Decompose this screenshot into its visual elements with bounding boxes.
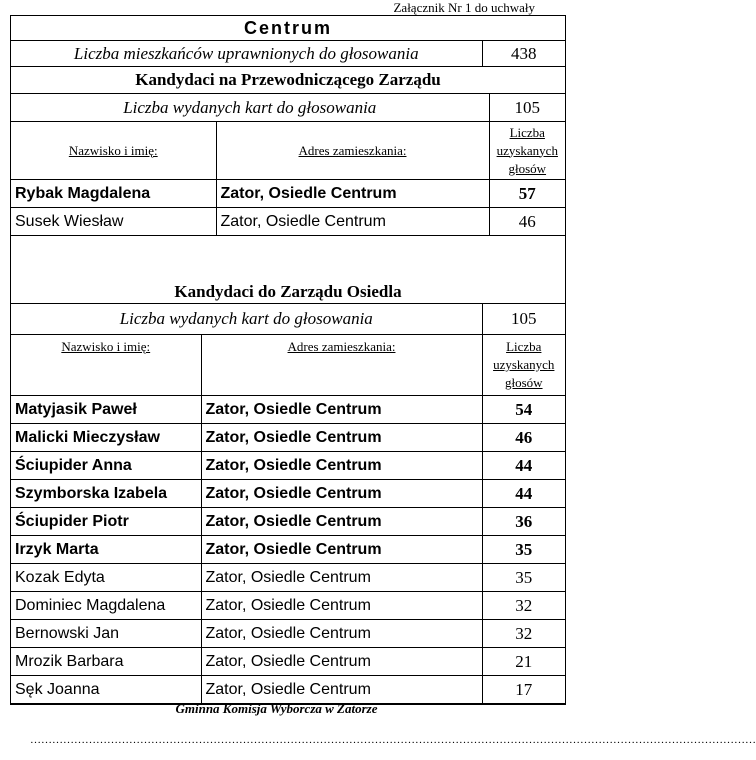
candidate-name: Ściupider Piotr xyxy=(11,508,201,536)
candidate-name: Rybak Magdalena xyxy=(11,180,216,208)
chair-col-address: Adres zamieszkania: xyxy=(216,122,489,180)
candidate-votes: 21 xyxy=(482,648,565,676)
board-table xyxy=(11,281,565,704)
chair-results xyxy=(11,94,565,236)
table-row xyxy=(11,676,565,704)
chair-cards-value: 105 xyxy=(489,94,565,122)
candidate-name: Malicki Mieczysław xyxy=(11,424,201,452)
table-row xyxy=(11,208,565,236)
section-spacer xyxy=(11,236,565,281)
candidate-votes: 32 xyxy=(482,620,565,648)
commission-footer: Gminna Komisja Wyborcza w Zatorze xyxy=(175,701,378,716)
candidate-address: Zator, Osiedle Centrum xyxy=(201,676,482,704)
chair-col-name: Nazwisko i imię: xyxy=(11,122,216,180)
candidate-votes: 46 xyxy=(482,424,565,452)
board-title: Kandydaci do Zarządu Osiedla xyxy=(11,281,565,304)
eligible-label: Liczba mieszkańców uprawnionych do głosowania xyxy=(11,41,482,67)
table-row xyxy=(11,396,565,424)
table-row xyxy=(11,452,565,480)
candidate-votes: 54 xyxy=(482,396,565,424)
candidate-name: Dominiec Magdalena xyxy=(11,592,201,620)
table-row xyxy=(11,564,565,592)
table-row xyxy=(11,508,565,536)
candidate-name: Kozak Edyta xyxy=(11,564,201,592)
candidate-name: Sęk Joanna xyxy=(11,676,201,704)
signature-line: ……………………………………………………………………………………………………………………………………………………………………………… xyxy=(30,734,756,746)
table-row xyxy=(11,592,565,620)
results-table xyxy=(10,15,566,705)
chair-title: Kandydaci na Przewodniczącego Zarządu xyxy=(11,67,565,94)
table-row xyxy=(11,480,565,508)
table-row xyxy=(11,620,565,648)
candidate-votes: 36 xyxy=(482,508,565,536)
chair-col-votes: Liczba uzyskanych głosów xyxy=(489,122,565,180)
candidate-votes: 32 xyxy=(482,592,565,620)
candidate-name: Szymborska Izabela xyxy=(11,480,201,508)
candidate-address: Zator, Osiedle Centrum xyxy=(201,396,482,424)
candidate-name: Bernowski Jan xyxy=(11,620,201,648)
board-col-address: Adres zamieszkania: xyxy=(201,335,482,396)
candidate-address: Zator, Osiedle Centrum xyxy=(201,536,482,564)
candidate-votes: 35 xyxy=(482,564,565,592)
candidate-name: Irzyk Marta xyxy=(11,536,201,564)
table-row xyxy=(11,648,565,676)
candidate-votes: 44 xyxy=(482,452,565,480)
candidate-votes: 35 xyxy=(482,536,565,564)
candidate-address: Zator, Osiedle Centrum xyxy=(216,180,489,208)
chair-cards-label: Liczba wydanych kart do głosowania xyxy=(11,94,489,122)
candidate-address: Zator, Osiedle Centrum xyxy=(201,508,482,536)
candidate-votes: 46 xyxy=(489,208,565,236)
section-title: Centrum xyxy=(11,16,565,41)
candidate-name: Ściupider Anna xyxy=(11,452,201,480)
candidate-name: Mrozik Barbara xyxy=(11,648,201,676)
candidate-votes: 44 xyxy=(482,480,565,508)
candidate-address: Zator, Osiedle Centrum xyxy=(201,620,482,648)
candidate-address: Zator, Osiedle Centrum xyxy=(201,480,482,508)
candidate-name: Susek Wiesław xyxy=(11,208,216,236)
table-row xyxy=(11,424,565,452)
candidate-address: Zator, Osiedle Centrum xyxy=(201,648,482,676)
candidate-address: Zator, Osiedle Centrum xyxy=(216,208,489,236)
candidate-address: Zator, Osiedle Centrum xyxy=(201,564,482,592)
candidate-address: Zator, Osiedle Centrum xyxy=(201,452,482,480)
board-col-votes: Liczba uzyskanych głosów xyxy=(482,335,565,396)
table-row xyxy=(11,536,565,564)
attachment-label: Załącznik Nr 1 do uchwały xyxy=(393,0,535,15)
table-row xyxy=(11,180,565,208)
board-col-name: Nazwisko i imię: xyxy=(11,335,201,396)
chair-table xyxy=(11,41,565,94)
candidate-votes: 57 xyxy=(489,180,565,208)
candidate-votes: 17 xyxy=(482,676,565,704)
candidate-address: Zator, Osiedle Centrum xyxy=(201,592,482,620)
eligible-value: 438 xyxy=(482,41,565,67)
board-cards-label: Liczba wydanych kart do głosowania xyxy=(11,304,482,335)
board-cards-value: 105 xyxy=(482,304,565,335)
candidate-address: Zator, Osiedle Centrum xyxy=(201,424,482,452)
candidate-name: Matyjasik Paweł xyxy=(11,396,201,424)
